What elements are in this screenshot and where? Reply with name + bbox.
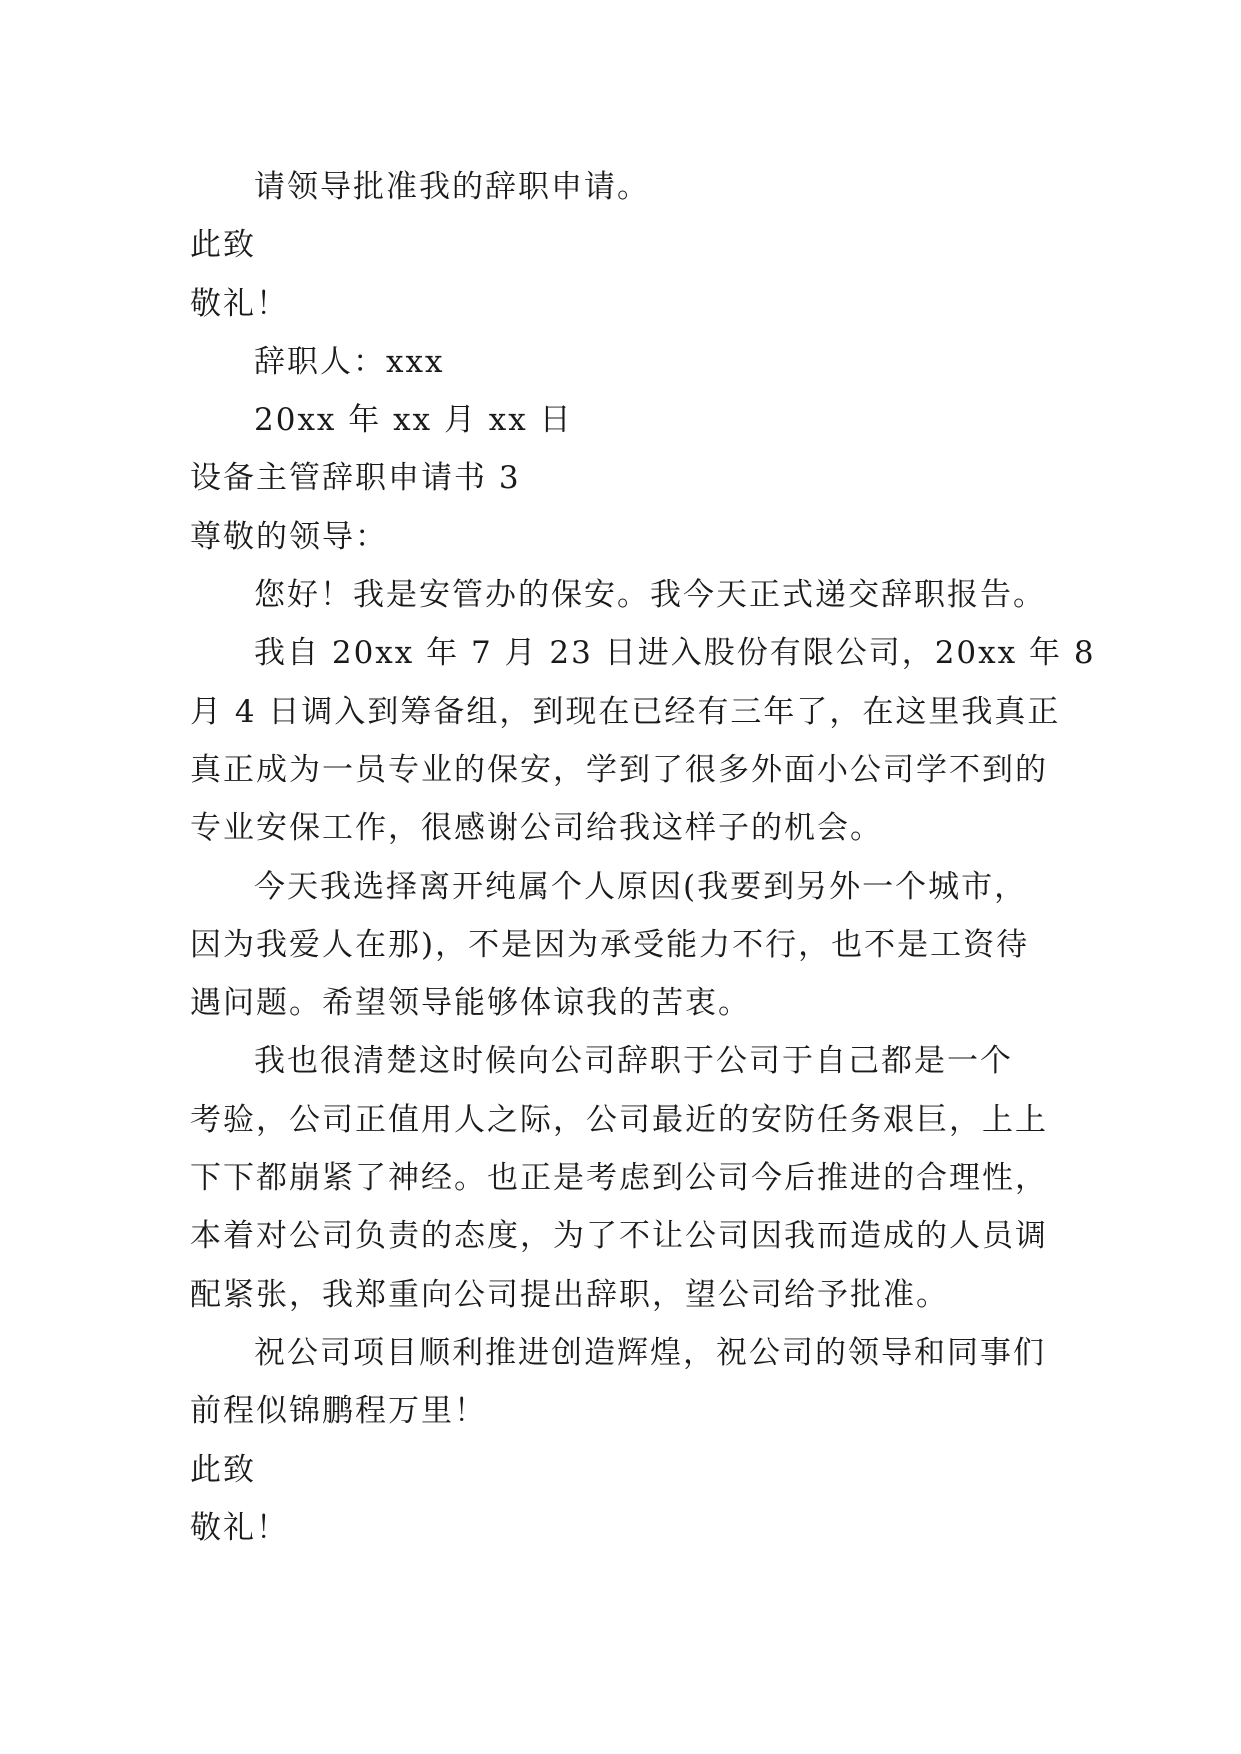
signature-line: 辞职人：xxx [254,343,445,380]
paragraph-line: 下下都崩紧了神经。也正是考虑到公司今后推进的合理性， [190,1160,1048,1197]
paragraph-line: 真正成为一员专业的保安，学到了很多外面小公司学不到的 [190,751,1048,788]
date-line: 20xx 年 xx 月 xx 日 [254,402,573,439]
paragraph-line: 专业安保工作，很感谢公司给我这样子的机会。 [190,810,883,847]
closing-salutation: 此致 [190,227,256,264]
paragraph-line: 遇问题。希望领导能够体谅我的苦衷。 [190,985,751,1022]
approval-request-line: 请领导批准我的辞职申请。 [254,169,650,205]
paragraph-line: 今天我选择离开纯属个人原因(我要到另外一个城市， [254,868,1028,905]
closing-salutation: 此致 [190,1451,256,1488]
paragraph-line: 考验，公司正值用人之际，公司最近的安防任务艰巨，上上 [190,1101,1048,1138]
paragraph-line: 月 4 日调入到筹备组，到现在已经有三年了，在这里我真正 [190,693,1061,730]
paragraph-line: 前程似锦鹏程万里！ [190,1393,487,1430]
section-title: 设备主管辞职申请书 3 [190,460,521,497]
paragraph-line: 本着对公司负责的态度，为了不让公司因我而造成的人员调 [190,1218,1048,1255]
document-body [190,158,1096,1557]
paragraph-line: 您好！我是安管办的保安。我今天正式递交辞职报告。 [254,577,1046,614]
paragraph-line: 我自 20xx 年 7 月 23 日进入股份有限公司，20xx 年 8 [254,635,1096,672]
paragraph-line: 祝公司项目顺利推进创造辉煌，祝公司的领导和同事们 [254,1334,1046,1371]
paragraph-line: 配紧张，我郑重向公司提出辞职，望公司给予批准。 [190,1276,949,1313]
paragraph-line: 因为我爱人在那)，不是因为承受能力不行，也不是工资待 [190,926,1030,963]
paragraph-line: 我也很清楚这时候向公司辞职于公司于自己都是一个 [254,1043,1013,1080]
closing-regards: 敬礼！ [190,285,289,322]
closing-regards: 敬礼！ [190,1509,289,1546]
greeting-line: 尊敬的领导： [190,518,388,555]
